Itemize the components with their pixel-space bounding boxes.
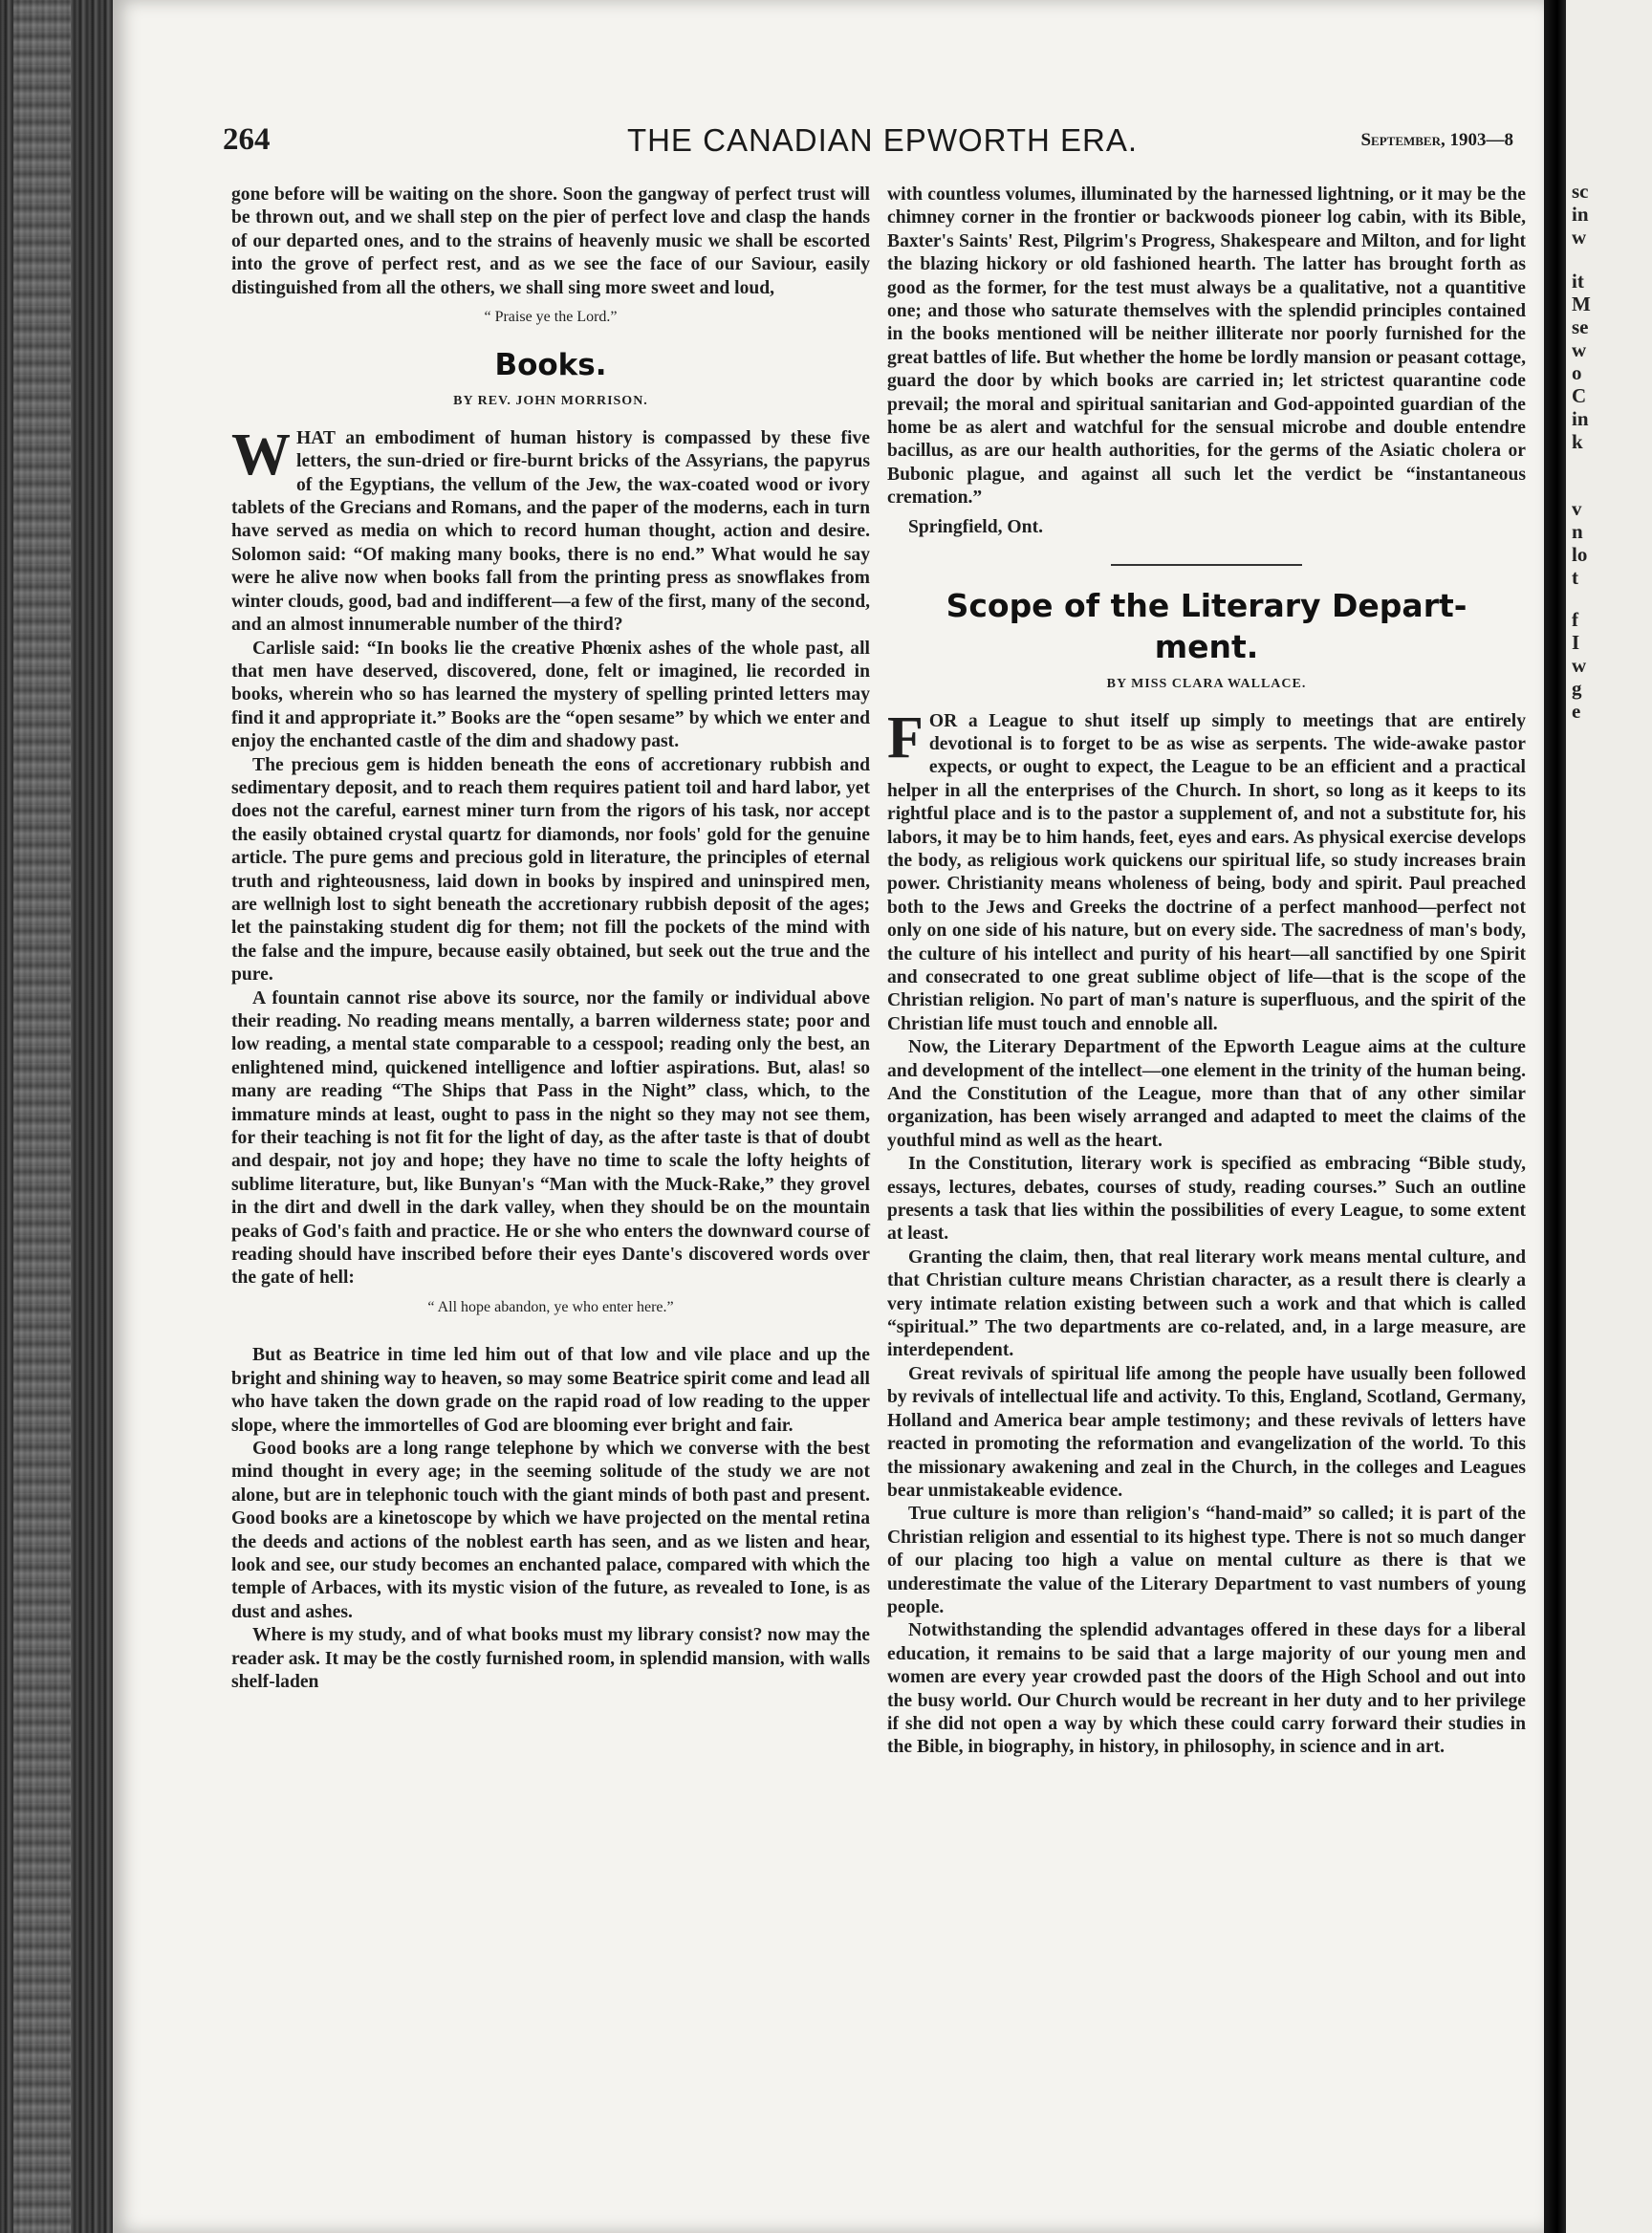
right-column [887,184,1526,1760]
quote-dante: “ All hope abandon, ye who enter here.” [427,1298,674,1315]
scope-paragraph-5: Great revivals of spiritual life among the people have usually been followed by revivals of intellectual life and activity. To this, England, Scotland, Germany, Holland and America bear ample testimony; and these revivals of letters have reacted in promoting the reformation and evangelization of the world. To this the missionary awakening and zeal in the Church, in the colleges and Leagues bear unmistakeable evidence. [887,1363,1526,1501]
scope-paragraph-4: Granting the claim, then, that real literary work means mental culture, and that Christian culture means Christian character, as a result there is clearly a very intimate relation existing between such a work and that which is called “spiritual.” The two departments are co-related, and, in a large measure, are interdependent. [887,1247,1526,1361]
first-word: OR [928,710,958,731]
issue-date: September, 1903—8 [1360,130,1513,150]
scope-title-line-2: ment. [1154,628,1259,666]
facing-page-fragment: v [1572,497,1582,520]
scope-paragraph-6: True culture is more than religion's “hand-maid” so called; it is part of the Christian religion and essential to its highest type. There is not so much danger of our placing too high a value on mental culture as there is that we underestimate the value of the Literary Department to vast numbers of young people. [887,1504,1526,1617]
page-gutter [1544,0,1566,2233]
facing-page-fragment: f [1572,608,1578,631]
facing-page-fragment: M [1572,293,1591,315]
scope-paragraph-1 [887,705,1526,1037]
facing-page-fragment: in [1572,203,1589,226]
book-spine [0,0,113,2233]
first-word: HAT [296,427,337,448]
facing-page-fragment: se [1572,315,1589,338]
next-page-edge [1566,0,1652,2233]
books-paragraph-1-text: an embodiment of human history is compassed by these five letters, the sun-dried or fire-burnt bricks of the Assyrians, the papyrus of the Egyptians, the vellum of the Jew, the wax-coated wood or ivory tablets of the Grecians and Romans, and the paper of the moderns, each in turn have served as media on which to record human thought, action and desire. Solomon said: “Of making many books, there is no end.” What would he say were he alive now when books fall from the printing press as snowflakes from winter clouds, good, bad and indifferent—a few of the first, many of the second, and an almost innumerable number of the third? [231,427,870,636]
scope-paragraph-7: Notwithstanding the splendid advantages offered in these days for a liberal education, it remains to be said that a large majority of our young men and women are every year crowded past the doors of the High School and out into the busy world. Our Church would be recreant in her duty and to her privilege if she did not open a way by which these could carry forward their studies in the Bible, in biography, in history, in philosophy, in science and in art. [887,1620,1526,1758]
facing-page-fragment: in [1572,407,1589,430]
books-paragraph-7: Where is my study, and of what books must my library consist? now may the reader ask. It may be the costly furnished room, in splendid mansion, with walls shelf-laden [231,1625,870,1692]
facing-page-fragment: C [1572,384,1587,407]
scope-byline: BY MISS CLARA WALLACE. [1106,677,1307,692]
facing-page-fragment: I [1572,631,1580,654]
left-column [231,184,870,1694]
page-number: 264 [223,122,271,157]
drop-cap: W [231,422,291,488]
page-header [223,122,1542,170]
scope-title [887,585,1526,667]
facing-page-fragment: t [1572,566,1578,589]
drop-cap: F [887,705,924,770]
scope-paragraph-1-text: a League to shut itself up simply to meetings that are entirely devotional is to forget to be as wise as serpents. The wide-awake pastor expects, or ought to expect, the League to be an efficient and a practical helper in all the enterprises of the Church. In short, so long as it keeps to its rightful place and is to the pastor a supplement of, and not a substitute for, his labors, it may be to him hands, feet, eyes and ears. As physical exercise develops the body, as religious work quickens our spiritual life, so study increases brain power. Christianity means wholeness of being, body and spirit. Paul preached both to the Jews and Greeks the doctrine of a perfect manhood—perfect not only on one side of his nature, but on every side. The sacredness of man's body, the culture of his intellect and purity of his heart—all sanctified by one Spirit and consecrated to one great sublime object of life—that is the scope of the Christian religion. No part of man's nature is superfluous, and the spirit of the Christian life must touch and ennoble all. [887,710,1526,1034]
scope-title-line-1: Scope of the Literary Depart- [946,587,1467,625]
books-continuation: with countless volumes, illuminated by the harnessed lightning, or it may be the chimney corner in the frontier or backwoods pioneer log cabin, with its Bible, Baxter's Saints' Rest, Pilgrim's Progress, Shakespeare and Milton, and for light the blazing hickory or old fashioned hearth. The latter has brought forth as good as the former, for the test must always be a qualitative, not a quantitive one; and those who saturate themselves with the splendid principles contained in the books mentioned will be neither illiterate nor poorly furnished for the great battles of life. But whether the home be lordly mansion or peasant cottage, guard the door by which books are carried in; let strictest quarantine code prevail; the moral and spiritual sanitarian and God-appointed guardian of the home be as alert and watchful for the sensual microbe and double entendre bacillus, as are our health authorities, for the germs of the Asiatic cholera or Bubonic plague, and against all such let the verdict be “instantaneous cremation.” [887,184,1526,509]
facing-page-fragment: w [1572,338,1587,361]
facing-page-fragment: e [1572,700,1581,723]
facing-page-fragment: g [1572,677,1582,700]
quote-praise: “ Praise ye the Lord.” [484,309,618,326]
facing-page-fragment: n [1572,520,1583,543]
books-byline: BY REV. JOHN MORRISON. [453,394,648,409]
books-paragraph-6: Good books are a long range telephone by which we converse with the best mind thought in every age; in the seeming solitude of the study we are not alone, but are in telephonic touch with the giant minds of both past and present. Good books are a kinetoscope by which we have projected on the mental retina the deeds and actions of the noblest earth has seen, and as we listen and hear, look and see, our study becomes an enchanted palace, compared with which the temple of Arbaces, with its mystic vision of the future, as revealed to Ione, is as dust and ashes. [231,1438,870,1622]
books-paragraph-1 [231,422,870,638]
facing-page-fragment: w [1572,226,1587,249]
signoff: Springfield, Ont. [908,516,1043,537]
spine-texture [13,0,71,2233]
books-paragraph-2: Carlisle said: “In books lie the creative Phœnix ashes of the whole past, all that men have deserved, discovered, done, felt or imagined, lie recorded in books, wherein who so has learned the mystery of spelling printed letters may find it and appropriate it.” Books are the “open sesame” by which we enter and enjoy the enchanted castle of the dim and shadowy past. [231,638,870,752]
intro-paragraph: gone before will be waiting on the shore. Soon the gangway of perfect trust will be thrown out, and we shall step on the pier of perfect love and clasp the hands of our departed ones, and to the strains of heavenly music we shall be escorted into the grove of perfect rest, and as we see the face of our Saviour, easily distinguished from all the others, we shall sing more sweet and loud, [231,184,870,298]
scope-paragraph-3: In the Constitution, literary work is specified as embracing “Bible study, essays, lectures, debates, courses of study, reading courses.” Such an outline presents a task that lies within the possibilities of every League, to some extent at least. [887,1154,1526,1245]
journal-title: THE CANADIAN EPWORTH ERA. [626,122,1139,158]
facing-page-fragment: sc [1572,180,1589,203]
page [113,0,1544,2233]
facing-page-fragment: o [1572,361,1582,384]
books-paragraph-5: But as Beatrice in time led him out of that low and vile place and up the bright and shining way to heaven, so may some Beatrice spirit come and lead all who have taken the down grade on the rapid road of low reading to the upper slope, where the immortelles of God are blooming ever bright and fair. [231,1345,870,1436]
facing-page-fragment: it [1572,270,1584,293]
scope-paragraph-2: Now, the Literary Department of the Epworth League aims at the culture and development of the intellect—one element in the trinity of the human being. And the Constitution of the League, more than that of any other similar organization, has been wisely arranged and adapted to meet the claims of the youthful mind as well as the heart. [887,1037,1526,1151]
facing-page-fragment: w [1572,654,1587,677]
books-paragraph-4: A fountain cannot rise above its source, nor the family or individual above their reading. No reading means mentally, a barren wilderness state; poor and low reading, a mental state comparable to a cesspool; reading only the best, an enlightened mind, quickened intelligence and loftier aspirations. But, alas! so many are reading “The Ships that Pass in the Night” class, which, to the immature minds at least, ought to pass in the night so they may not see them, for their teaching is not fit for the light of day, as the after taste is that of doubt and despair, not joy and hope; they have no time to scale the lofty heights of sublime literature, but, like Bunyan's “Man with the Muck-Rake,” they grovel in the dirt and dwell in the dark valley, when they should be on the mountain peaks of God's faith and practice. He or she who enters the downward course of reading should have inscribed before their eyes Dante's discovered words over the gate of hell: [231,987,870,1289]
facing-page-fragment: lo [1572,543,1588,566]
books-paragraph-3: The precious gem is hidden beneath the eons of accretionary rubbish and sedimentary deposit, and to reach them requires patient toil and hard labor, yet does not the careful, earnest miner turn from the rigors of his task, nor accept the easily obtained crystal quartz for diamonds, nor fools' gold for the genuine article. The pure gems and precious gold in literature, the principles of eternal truth and righteousness, laid down in books by inspired and uninspired men, are wellnigh lost to sight beneath the accretionary rubbish deposit of the ages; let the painstaking student dig for them; not fill the pockets of the mind with the false and the impure, because easily obtained, but seek out the true and the pure. [231,754,870,986]
books-title: Books. [494,348,607,383]
facing-page-fragment: k [1572,430,1583,453]
section-divider [1111,564,1302,566]
